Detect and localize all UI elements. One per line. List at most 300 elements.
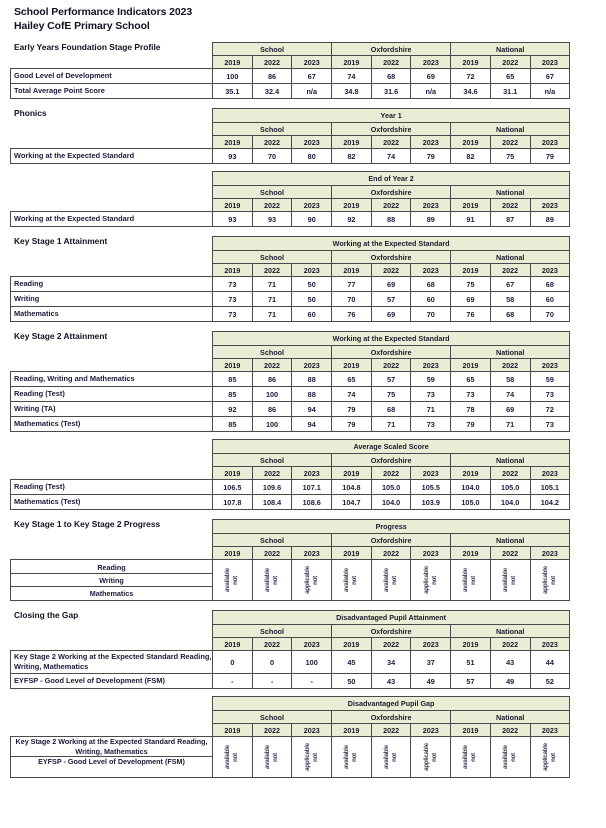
group-header-row bbox=[11, 346, 570, 359]
vertical-text: not bbox=[351, 575, 359, 585]
data-cell: 100 bbox=[213, 69, 253, 84]
table-row bbox=[11, 212, 570, 227]
data-cell: 49 bbox=[411, 674, 451, 689]
spacer-cell bbox=[11, 467, 213, 480]
data-cell: 92 bbox=[213, 402, 253, 417]
group-header-oxfordshire: Oxfordshire bbox=[332, 625, 451, 638]
vertical-text: not bbox=[311, 575, 319, 585]
group-header-oxfordshire: Oxfordshire bbox=[332, 711, 451, 724]
group-header-row bbox=[11, 251, 570, 264]
spacer-cell bbox=[11, 56, 213, 69]
year-header-2022: 2022 bbox=[490, 199, 530, 212]
data-table bbox=[10, 171, 570, 227]
group-header-national: National bbox=[451, 123, 570, 136]
data-cell: 94 bbox=[292, 417, 332, 432]
year-header-2022: 2022 bbox=[252, 199, 292, 212]
year-header-2023: 2023 bbox=[411, 724, 451, 737]
data-cell: 50 bbox=[332, 674, 372, 689]
year-header-2019: 2019 bbox=[213, 136, 253, 149]
data-cell: 73 bbox=[530, 417, 570, 432]
data-table bbox=[10, 331, 570, 432]
data-cell: 91 bbox=[451, 212, 491, 227]
year-header-2019: 2019 bbox=[451, 56, 491, 69]
unavailable-cell bbox=[213, 737, 253, 778]
year-header-2023: 2023 bbox=[411, 547, 451, 560]
group-header-national: National bbox=[451, 534, 570, 547]
year-header-2023: 2023 bbox=[530, 467, 570, 480]
data-cell: 69 bbox=[451, 292, 491, 307]
group-header-oxfordshire: Oxfordshire bbox=[332, 534, 451, 547]
data-cell: 105.1 bbox=[530, 480, 570, 495]
data-cell: 106.5 bbox=[213, 480, 253, 495]
data-cell: 107.8 bbox=[213, 495, 253, 510]
data-cell: 67 bbox=[530, 69, 570, 84]
year-header-2019: 2019 bbox=[213, 264, 253, 277]
table-row bbox=[11, 277, 570, 292]
table-row bbox=[11, 480, 570, 495]
table-row bbox=[11, 149, 570, 164]
year-header-2022: 2022 bbox=[252, 724, 292, 737]
group-header-school: School bbox=[213, 346, 332, 359]
vertical-text: not bbox=[510, 752, 518, 762]
data-cell: 104.2 bbox=[530, 495, 570, 510]
data-cell: 69 bbox=[371, 277, 411, 292]
banner-title: Disadvantaged Pupil Attainment bbox=[213, 611, 570, 625]
data-cell: 105.5 bbox=[411, 480, 451, 495]
spacer-cell bbox=[11, 440, 213, 454]
banner-title: Working at the Expected Standard bbox=[213, 332, 570, 346]
year-header-2019: 2019 bbox=[332, 264, 372, 277]
data-cell: 75 bbox=[451, 277, 491, 292]
data-cell: - bbox=[292, 674, 332, 689]
data-cell: n/a bbox=[530, 84, 570, 99]
data-cell: 71 bbox=[252, 277, 292, 292]
year-header-2022: 2022 bbox=[371, 264, 411, 277]
data-cell: 67 bbox=[490, 277, 530, 292]
section-label: Key Stage 1 Attainment bbox=[14, 236, 108, 246]
data-cell: 71 bbox=[371, 417, 411, 432]
data-cell: 58 bbox=[490, 372, 530, 387]
banner-title: End of Year 2 bbox=[213, 172, 570, 186]
data-cell: 94 bbox=[292, 402, 332, 417]
year-header-2022: 2022 bbox=[371, 359, 411, 372]
banner-row bbox=[11, 697, 570, 711]
data-cell: 67 bbox=[292, 69, 332, 84]
row-label: Mathematics bbox=[89, 588, 134, 598]
unavailable-cell bbox=[213, 560, 253, 601]
data-cell: 60 bbox=[530, 292, 570, 307]
data-cell: 57 bbox=[371, 292, 411, 307]
vertical-text: available bbox=[343, 745, 351, 769]
section-label: Early Years Foundation Stage Profile bbox=[14, 42, 161, 52]
data-cell: 105.0 bbox=[371, 480, 411, 495]
section-7 bbox=[0, 519, 606, 601]
vertical-text: not bbox=[232, 752, 240, 762]
data-table bbox=[10, 696, 570, 778]
section-label: Key Stage 2 Attainment bbox=[14, 331, 108, 341]
year-header-2019: 2019 bbox=[332, 56, 372, 69]
data-cell: 58 bbox=[490, 292, 530, 307]
data-cell: 69 bbox=[411, 69, 451, 84]
group-header-row bbox=[11, 123, 570, 136]
data-cell: 100 bbox=[252, 387, 292, 402]
data-cell: 104.0 bbox=[371, 495, 411, 510]
data-cell: 89 bbox=[411, 212, 451, 227]
data-cell: 71 bbox=[252, 292, 292, 307]
vertical-text: not bbox=[430, 575, 438, 585]
year-header-2023: 2023 bbox=[292, 638, 332, 651]
data-cell: 104.0 bbox=[451, 480, 491, 495]
section-3 bbox=[0, 171, 606, 227]
year-header-2019: 2019 bbox=[213, 724, 253, 737]
section-1 bbox=[0, 42, 606, 99]
unavailable-cell bbox=[371, 737, 411, 778]
data-cell: 86 bbox=[252, 372, 292, 387]
year-header-2022: 2022 bbox=[371, 199, 411, 212]
data-cell: 86 bbox=[252, 69, 292, 84]
section-6 bbox=[0, 439, 606, 510]
group-header-national: National bbox=[451, 251, 570, 264]
row-label: Reading, Writing and Mathematics bbox=[11, 372, 213, 387]
year-header-2019: 2019 bbox=[332, 467, 372, 480]
year-header-2022: 2022 bbox=[371, 467, 411, 480]
unavailable-cell bbox=[292, 737, 332, 778]
year-header-2019: 2019 bbox=[451, 136, 491, 149]
data-cell: 82 bbox=[451, 149, 491, 164]
year-header-2019: 2019 bbox=[451, 547, 491, 560]
banner-title: Progress bbox=[213, 520, 570, 534]
data-cell: 68 bbox=[530, 277, 570, 292]
vertical-text: not bbox=[272, 575, 280, 585]
row-label: Reading (Test) bbox=[11, 387, 213, 402]
vertical-text: available bbox=[502, 745, 510, 769]
data-cell: 50 bbox=[292, 277, 332, 292]
spacer-cell bbox=[11, 359, 213, 372]
data-cell: 74 bbox=[332, 387, 372, 402]
spacer-cell bbox=[11, 547, 213, 560]
data-cell: n/a bbox=[411, 84, 451, 99]
vertical-text: available bbox=[343, 568, 351, 592]
row-label: Total Average Point Score bbox=[11, 84, 213, 99]
vertical-text: applicable bbox=[541, 566, 549, 594]
data-cell: 0 bbox=[213, 651, 253, 674]
data-cell: 85 bbox=[213, 387, 253, 402]
data-cell: 93 bbox=[213, 149, 253, 164]
group-header-national: National bbox=[451, 711, 570, 724]
data-cell: 35.1 bbox=[213, 84, 253, 99]
year-header-row bbox=[11, 264, 570, 277]
year-header-2022: 2022 bbox=[252, 547, 292, 560]
data-cell: 70 bbox=[411, 307, 451, 322]
table-row bbox=[11, 84, 570, 99]
vertical-text: not bbox=[391, 575, 399, 585]
data-cell: 60 bbox=[411, 292, 451, 307]
year-header-2022: 2022 bbox=[371, 136, 411, 149]
group-header-national: National bbox=[451, 186, 570, 199]
banner-row bbox=[11, 172, 570, 186]
year-header-2023: 2023 bbox=[292, 56, 332, 69]
year-header-2019: 2019 bbox=[451, 359, 491, 372]
vertical-text: available bbox=[502, 568, 510, 592]
data-cell: n/a bbox=[292, 84, 332, 99]
year-header-2019: 2019 bbox=[213, 638, 253, 651]
year-header-2023: 2023 bbox=[530, 359, 570, 372]
year-header-2022: 2022 bbox=[490, 264, 530, 277]
data-cell: 43 bbox=[490, 651, 530, 674]
group-header-oxfordshire: Oxfordshire bbox=[332, 123, 451, 136]
vertical-text: available bbox=[264, 568, 272, 592]
data-cell: 31.6 bbox=[371, 84, 411, 99]
group-header-row bbox=[11, 625, 570, 638]
vertical-text: applicable bbox=[303, 566, 311, 594]
year-header-2019: 2019 bbox=[332, 638, 372, 651]
spacer-cell bbox=[11, 454, 213, 467]
year-header-2022: 2022 bbox=[252, 56, 292, 69]
group-header-school: School bbox=[213, 625, 332, 638]
unavailable-cell bbox=[490, 737, 530, 778]
data-cell: 60 bbox=[292, 307, 332, 322]
data-cell: 109.6 bbox=[252, 480, 292, 495]
vertical-text: applicable bbox=[422, 566, 430, 594]
unavailable-cell bbox=[252, 737, 292, 778]
document-titles bbox=[0, 0, 606, 33]
spacer-cell bbox=[11, 264, 213, 277]
year-header-2023: 2023 bbox=[530, 56, 570, 69]
section-label: Closing the Gap bbox=[14, 610, 79, 620]
spacer-cell bbox=[11, 136, 213, 149]
year-header-2022: 2022 bbox=[371, 638, 411, 651]
data-cell: 57 bbox=[371, 372, 411, 387]
year-header-2023: 2023 bbox=[411, 56, 451, 69]
table-row bbox=[11, 417, 570, 432]
data-cell: 34.8 bbox=[332, 84, 372, 99]
data-cell: - bbox=[213, 674, 253, 689]
unavailable-cell bbox=[411, 737, 451, 778]
year-header-2019: 2019 bbox=[332, 547, 372, 560]
vertical-text: available bbox=[383, 745, 391, 769]
data-cell: - bbox=[252, 674, 292, 689]
row-label: Writing bbox=[11, 574, 212, 587]
table-row bbox=[11, 402, 570, 417]
data-cell: 104.0 bbox=[490, 495, 530, 510]
group-header-oxfordshire: Oxfordshire bbox=[332, 43, 451, 56]
data-cell: 85 bbox=[213, 372, 253, 387]
row-label: Reading (Test) bbox=[11, 480, 213, 495]
row-label: Key Stage 2 Working at the Expected Standard Reading, Writing, Mathematics bbox=[11, 651, 213, 674]
data-cell: 107.1 bbox=[292, 480, 332, 495]
data-cell: 104.8 bbox=[332, 480, 372, 495]
data-cell: 59 bbox=[411, 372, 451, 387]
data-cell: 43 bbox=[371, 674, 411, 689]
spacer-cell bbox=[11, 199, 213, 212]
year-header-2019: 2019 bbox=[451, 638, 491, 651]
year-header-2022: 2022 bbox=[490, 136, 530, 149]
vertical-text: applicable bbox=[541, 743, 549, 771]
data-cell: 79 bbox=[332, 402, 372, 417]
unavailable-cell bbox=[332, 560, 372, 601]
spacer-cell bbox=[11, 697, 213, 711]
school-name: Hailey CofE Primary School bbox=[14, 19, 150, 32]
row-label: Writing (TA) bbox=[11, 402, 213, 417]
data-cell: 70 bbox=[332, 292, 372, 307]
data-cell: 68 bbox=[490, 307, 530, 322]
unavailable-cell bbox=[530, 560, 570, 601]
banner-title: Year 1 bbox=[213, 109, 570, 123]
year-header-2022: 2022 bbox=[252, 136, 292, 149]
banner-title: Working at the Expected Standard bbox=[213, 237, 570, 251]
year-header-2019: 2019 bbox=[451, 264, 491, 277]
data-cell: 68 bbox=[371, 69, 411, 84]
data-table bbox=[10, 439, 570, 510]
unavailable-cell bbox=[411, 560, 451, 601]
row-label: Reading bbox=[11, 277, 213, 292]
data-cell: 89 bbox=[530, 212, 570, 227]
vertical-text: available bbox=[264, 745, 272, 769]
year-header-row bbox=[11, 56, 570, 69]
data-cell: 76 bbox=[332, 307, 372, 322]
data-cell: 76 bbox=[451, 307, 491, 322]
data-cell: 79 bbox=[332, 417, 372, 432]
year-header-2023: 2023 bbox=[530, 638, 570, 651]
year-header-2022: 2022 bbox=[490, 547, 530, 560]
year-header-2019: 2019 bbox=[332, 724, 372, 737]
row-label: Mathematics (Test) bbox=[11, 495, 213, 510]
vertical-text: not bbox=[272, 752, 280, 762]
data-cell: 37 bbox=[411, 651, 451, 674]
year-header-2023: 2023 bbox=[530, 724, 570, 737]
spacer-cell bbox=[11, 172, 213, 186]
vertical-text: not bbox=[351, 752, 359, 762]
data-cell: 49 bbox=[490, 674, 530, 689]
year-header-row bbox=[11, 467, 570, 480]
table-row bbox=[11, 674, 570, 689]
row-label-stack bbox=[11, 560, 213, 601]
data-cell: 57 bbox=[451, 674, 491, 689]
data-cell: 65 bbox=[451, 372, 491, 387]
data-cell: 70 bbox=[530, 307, 570, 322]
unavailable-cell bbox=[451, 737, 491, 778]
data-cell: 93 bbox=[252, 212, 292, 227]
year-header-2022: 2022 bbox=[371, 724, 411, 737]
data-cell: 71 bbox=[252, 307, 292, 322]
data-cell: 105.0 bbox=[490, 480, 530, 495]
year-header-2023: 2023 bbox=[292, 136, 332, 149]
year-header-2022: 2022 bbox=[490, 359, 530, 372]
row-label: Working at the Expected Standard bbox=[11, 212, 213, 227]
unavailable-cell bbox=[292, 560, 332, 601]
group-header-school: School bbox=[213, 454, 332, 467]
year-header-2023: 2023 bbox=[530, 264, 570, 277]
data-cell: 78 bbox=[451, 402, 491, 417]
row-label: Working at the Expected Standard bbox=[11, 149, 213, 164]
group-header-school: School bbox=[213, 43, 332, 56]
data-cell: 80 bbox=[292, 149, 332, 164]
sections-container bbox=[0, 42, 606, 778]
data-cell: 32.4 bbox=[252, 84, 292, 99]
table-row bbox=[11, 560, 570, 601]
vertical-text: available bbox=[224, 745, 232, 769]
data-cell: 51 bbox=[451, 651, 491, 674]
vertical-text: not bbox=[470, 575, 478, 585]
data-cell: 88 bbox=[292, 372, 332, 387]
year-header-2019: 2019 bbox=[213, 359, 253, 372]
data-cell: 79 bbox=[451, 417, 491, 432]
spacer-cell bbox=[11, 346, 213, 359]
spacer-cell bbox=[11, 123, 213, 136]
year-header-2023: 2023 bbox=[411, 199, 451, 212]
data-table bbox=[10, 519, 570, 601]
year-header-2023: 2023 bbox=[292, 547, 332, 560]
data-table bbox=[10, 610, 570, 689]
section-4 bbox=[0, 236, 606, 322]
section-label: Phonics bbox=[14, 108, 47, 118]
year-header-2022: 2022 bbox=[490, 467, 530, 480]
data-cell: 65 bbox=[332, 372, 372, 387]
year-header-row bbox=[11, 359, 570, 372]
data-cell: 77 bbox=[332, 277, 372, 292]
data-cell: 65 bbox=[490, 69, 530, 84]
spacer-cell bbox=[11, 724, 213, 737]
group-header-oxfordshire: Oxfordshire bbox=[332, 251, 451, 264]
group-header-oxfordshire: Oxfordshire bbox=[332, 454, 451, 467]
year-header-2023: 2023 bbox=[292, 199, 332, 212]
year-header-2019: 2019 bbox=[451, 467, 491, 480]
unavailable-cell bbox=[490, 560, 530, 601]
row-label: Mathematics bbox=[11, 307, 213, 322]
data-cell: 74 bbox=[490, 387, 530, 402]
year-header-2023: 2023 bbox=[530, 199, 570, 212]
table-row bbox=[11, 69, 570, 84]
year-header-2023: 2023 bbox=[292, 264, 332, 277]
data-cell: 79 bbox=[411, 149, 451, 164]
year-header-2023: 2023 bbox=[411, 264, 451, 277]
data-cell: 0 bbox=[252, 651, 292, 674]
vertical-text: available bbox=[462, 745, 470, 769]
year-header-2022: 2022 bbox=[371, 56, 411, 69]
vertical-text: not bbox=[430, 752, 438, 762]
data-cell: 103.9 bbox=[411, 495, 451, 510]
group-header-national: National bbox=[451, 454, 570, 467]
data-cell: 73 bbox=[451, 387, 491, 402]
data-cell: 71 bbox=[490, 417, 530, 432]
data-cell: 74 bbox=[332, 69, 372, 84]
row-label: Good Level of Development bbox=[11, 69, 213, 84]
section-5 bbox=[0, 331, 606, 432]
data-cell: 44 bbox=[530, 651, 570, 674]
group-header-school: School bbox=[213, 186, 332, 199]
table-row bbox=[11, 307, 570, 322]
banner-row bbox=[11, 440, 570, 454]
year-header-row bbox=[11, 136, 570, 149]
year-header-2023: 2023 bbox=[292, 359, 332, 372]
group-header-national: National bbox=[451, 625, 570, 638]
row-label: Mathematics (Test) bbox=[11, 417, 213, 432]
year-header-row bbox=[11, 638, 570, 651]
data-cell: 72 bbox=[451, 69, 491, 84]
year-header-2023: 2023 bbox=[411, 638, 451, 651]
year-header-2022: 2022 bbox=[371, 547, 411, 560]
year-header-2019: 2019 bbox=[332, 359, 372, 372]
year-header-2023: 2023 bbox=[292, 467, 332, 480]
data-cell: 34.6 bbox=[451, 84, 491, 99]
data-cell: 73 bbox=[411, 387, 451, 402]
year-header-2022: 2022 bbox=[490, 724, 530, 737]
data-cell: 69 bbox=[371, 307, 411, 322]
year-header-2019: 2019 bbox=[213, 199, 253, 212]
group-header-national: National bbox=[451, 43, 570, 56]
data-cell: 104.7 bbox=[332, 495, 372, 510]
spacer-cell bbox=[11, 251, 213, 264]
